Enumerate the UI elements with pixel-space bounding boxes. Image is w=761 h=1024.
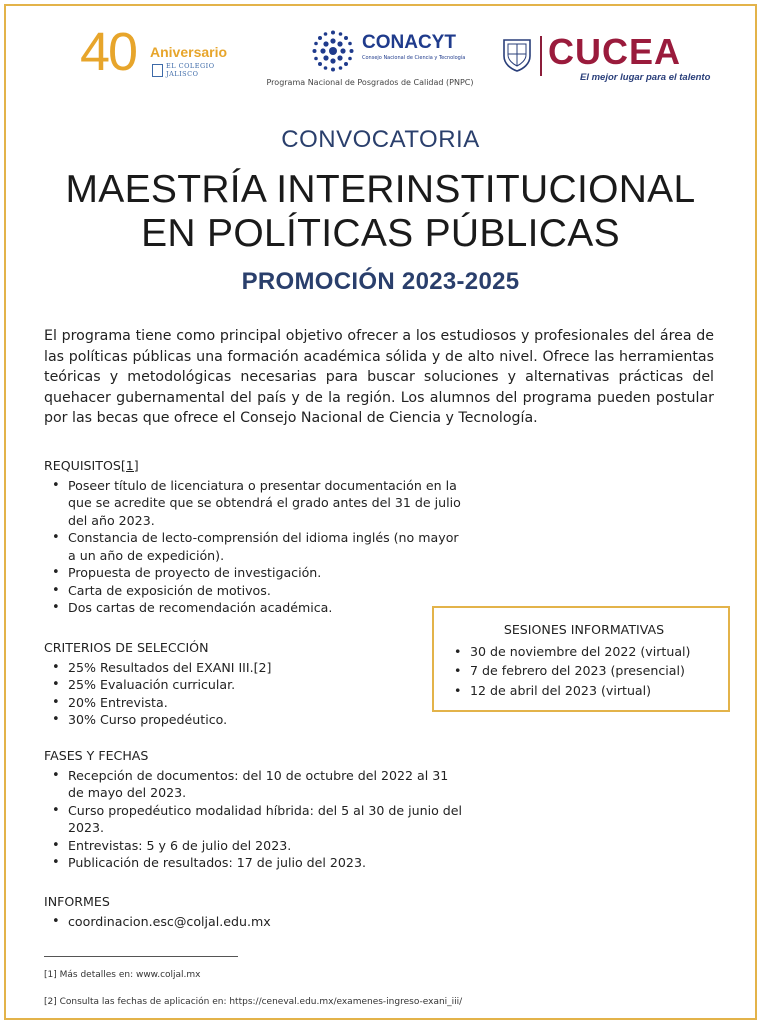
anniversary-label: Aniversario [150, 44, 228, 60]
criterios-section [44, 639, 464, 729]
requisitos-heading-text: REQUISITOS [44, 458, 121, 473]
list-item: • 25% Evaluación curricular. [44, 676, 464, 694]
conacyt-logo [262, 28, 478, 90]
cucea-name: CUCEA [548, 31, 682, 72]
cucea-tagline: El mejor lugar para el talento [580, 72, 711, 83]
intro-paragraph: El programa tiene como principal objetivo ofrecer a los estudiosos y profesionales del área de las políticas públicas una formación académica sólida y de alto nivel. Ofrece las herramientas teóricas y metodológicas necesarias para buscar soluciones y alternativas prácticas del quehacer gubernamental del país y de la región. Los alumnos del programa pueden postular por las becas que ofrece el Consejo Nacional de Ciencia y Tecnología. [44, 328, 714, 426]
footnote-2[interactable]: [2] Consulta las fechas de aplicación en: https://ceneval.edu.mx/examenes-ingreso-exani_iii/ [44, 997, 463, 1007]
list-item: • 30% Curso propedéutico. [44, 711, 464, 729]
list-item: • Poseer título de licenciatura o presentar documentación en la que se acredite que se obtendrá el grado antes del 31 de julio del año 2023. [44, 477, 464, 530]
informes-list [44, 913, 464, 931]
criterios-list [44, 659, 464, 729]
cucea-logo [502, 31, 711, 92]
requisitos-section [44, 457, 464, 617]
informes-section [44, 893, 464, 930]
sesiones-heading: SESIONES INFORMATIVAS [503, 622, 665, 637]
aniversario-logo [80, 22, 230, 84]
list-item: • Propuesta de proyecto de investigación. [44, 564, 464, 582]
list-item: • Dos cartas de recomendación académica. [44, 599, 464, 617]
promocion-heading: PROMOCIÓN 2023-2025 [241, 268, 520, 295]
list-item: • 12 de abril del 2023 (virtual) [452, 681, 716, 701]
colegio-jalisco-mark [166, 62, 226, 78]
logo-bar [0, 22, 761, 92]
criterios-heading: CRITERIOS DE SELECCIÓN [44, 640, 209, 655]
colegio-emblem-icon [152, 64, 163, 77]
requisitos-list [44, 477, 464, 617]
udg-shield-icon [502, 38, 532, 72]
cucea-divider [540, 36, 542, 76]
fases-section [44, 747, 464, 872]
list-item: • 30 de noviembre del 2022 (virtual) [452, 642, 716, 662]
footnote-divider [44, 956, 238, 957]
list-item: • Entrevistas: 5 y 6 de julio del 2023. [44, 837, 464, 855]
conacyt-subtitle: Consejo Nacional de Ciencia y Tecnología [362, 55, 466, 61]
sesiones-list [452, 642, 716, 701]
anniversary-number: 40 [80, 22, 137, 82]
title-line-2: EN POLÍTICAS PÚBLICAS [141, 212, 620, 255]
fases-list [44, 767, 464, 872]
list-item: • Recepción de documentos: del 10 de octubre del 2022 al 31 de mayo del 2023. [44, 767, 464, 802]
colegio-line-3: JALISCO [166, 70, 199, 78]
convocatoria-heading: CONVOCATORIA [281, 126, 480, 153]
contact-email-link[interactable]: • coordinacion.esc@coljal.edu.mx [44, 913, 464, 931]
footnote-1[interactable]: [1] Más detalles en: www.coljal.mx [44, 970, 201, 980]
pnpc-label: Programa Nacional de Posgrados de Calidad (PNPC) [266, 78, 474, 87]
list-item: • Curso propedéutico modalidad híbrida: del 5 al 30 de junio del 2023. [44, 802, 464, 837]
list-item: • Constancia de lecto-comprensión del idioma inglés (no mayor a un año de expedición). [44, 529, 464, 564]
fases-heading: FASES Y FECHAS [44, 748, 149, 763]
list-item: • 7 de febrero del 2023 (presencial) [452, 661, 716, 681]
footnote-ref-1[interactable]: [1] [120, 458, 139, 473]
page-title [0, 168, 761, 256]
conacyt-name: CONACYT [362, 32, 456, 53]
list-item: • Publicación de resultados: 17 de julio del 2023. [44, 854, 464, 872]
title-line-1: MAESTRÍA INTERINSTITUCIONAL [65, 168, 696, 211]
requisitos-heading [44, 457, 464, 475]
list-item: • Carta de exposición de motivos. [44, 582, 464, 600]
colegio-line-1: EL COLEGIO [166, 62, 215, 70]
list-item: • 25% Resultados del EXANI III.[2] [44, 659, 464, 677]
conacyt-globe-icon [310, 28, 356, 74]
list-item: • 20% Entrevista. [44, 694, 464, 712]
informes-heading: INFORMES [44, 894, 110, 909]
sesiones-box [432, 606, 730, 712]
